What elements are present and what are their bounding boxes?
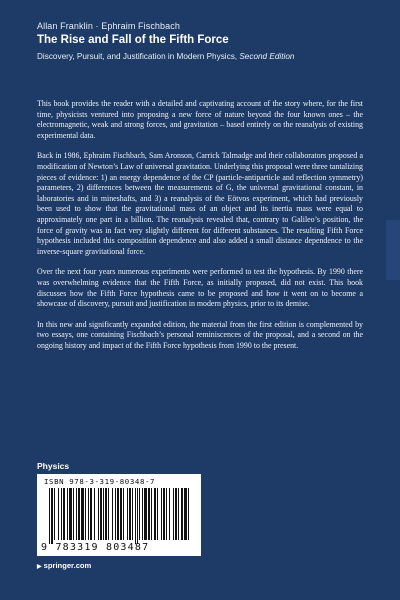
barcode-bar bbox=[163, 488, 165, 540]
barcode-bar bbox=[94, 488, 95, 540]
barcode-bar bbox=[54, 488, 55, 540]
subtitle-main: Discovery, Pursuit, and Justification in Modern Physics, bbox=[37, 52, 240, 61]
barcode-bar bbox=[105, 488, 107, 540]
isbn-label: ISBN 978-3-319-80348-7 bbox=[44, 477, 156, 486]
side-color-tab bbox=[386, 220, 400, 280]
barcode-bar bbox=[144, 488, 147, 540]
barcode-bar bbox=[112, 488, 113, 540]
blurb-paragraph-4: In this new and significantly expanded edition, the material from the first edition is complemented by two essays, one containing Fischbach’s personal reminiscences of the proposal, and a second on the ongoing history and impact of the Fifth Force hypothesis from 1990 to the present. bbox=[37, 319, 363, 350]
book-title: The Rise and Fall of the Fifth Force bbox=[37, 34, 229, 46]
barcode-bar bbox=[88, 488, 89, 540]
arrow-icon: ▶ bbox=[37, 564, 42, 570]
barcode-bar bbox=[100, 488, 102, 540]
barcode-bar bbox=[76, 488, 77, 540]
barcode-bar bbox=[151, 488, 152, 540]
barcode-bar bbox=[69, 488, 72, 540]
cover-header bbox=[37, 0, 400, 104]
barcode-bar bbox=[103, 488, 104, 540]
barcode-bar bbox=[188, 488, 189, 540]
barcode-bar bbox=[132, 488, 133, 540]
barcode-bar bbox=[49, 488, 50, 544]
barcode-bar bbox=[90, 488, 92, 540]
book-authors: Allan Franklin · Ephraim Fischbach bbox=[37, 21, 180, 31]
subtitle-edition: Second Edition bbox=[239, 52, 295, 61]
barcode-bar bbox=[51, 488, 53, 544]
isbn-barcode-block bbox=[37, 474, 201, 556]
publisher-url bbox=[37, 561, 91, 570]
blurb bbox=[37, 99, 363, 361]
barcode-bar bbox=[184, 488, 187, 540]
barcode-bar bbox=[117, 488, 119, 540]
barcode-bar bbox=[127, 488, 128, 540]
barcode-bar bbox=[154, 488, 156, 540]
barcode-digits: 9 783319 803487 bbox=[41, 542, 150, 553]
barcode-bar bbox=[178, 488, 179, 540]
barcode-bar bbox=[161, 488, 162, 540]
barcode-bar bbox=[61, 488, 62, 540]
barcode-bar bbox=[123, 488, 124, 540]
barcode-bar bbox=[142, 488, 143, 540]
blurb-paragraph-1: This book provides the reader with a detailed and captivating account of the story where, for the first time, physicists ventured into proposing a new force of nature beyond the four known ones – the electromagnetic, weak and strong forces, and gravitation – based entirely on the reanalysis of existing experimental data. bbox=[37, 99, 363, 140]
barcode-bar bbox=[108, 488, 109, 540]
barcode-bar bbox=[148, 488, 150, 540]
barcode-bar bbox=[58, 488, 59, 540]
barcode-bar bbox=[120, 488, 122, 540]
blurb-paragraph-3: Over the next four years numerous experiments were performed to test the hypothesis. By 1990 there was overwhelming evidence that the Fifth Force, as initially proposed, did not exist. This book discusses how the Fifth Force hypothesis came to be proposed and how it went on to become a showcase of discovery, pursuit and justification in modern physics, prior to its demise. bbox=[37, 267, 363, 309]
barcode-bar bbox=[139, 488, 140, 540]
barcode-bar bbox=[115, 488, 116, 540]
barcode-bar bbox=[63, 488, 65, 540]
barcode-bar bbox=[175, 488, 177, 540]
barcode-bar bbox=[157, 488, 158, 540]
barcode-bar bbox=[166, 488, 167, 540]
book-subtitle bbox=[37, 52, 294, 61]
blurb-paragraph-2: Back in 1986, Ephraim Fischbach, Sam Aronson, Carrick Talmadge and their collaborators proposed a modification of Newton’s Law of universal gravitation. Underlying this proposal were three tantalizing pieces of evidence: 1) an energy dependence of the CP (particle-antiparticle and reflection symmetry) parameters, 2) differences between the measurements of G, the universal gravitational constant, in laboratories and in mineshafts, and 3) a reanalysis of the Eötvos experiment, which had previously been used to show that the gravitational mass of an object and its inertia mass were equal to approximately one part in a billion. The reanalysis revealed that, contrary to Galileo’s position, the force of gravity was in fact very slightly different for different substances. The resulting Fifth Force hypothesis included this composition dependence and also added a small distance dependence to the inverse-square gravitational force. bbox=[37, 151, 363, 256]
barcode-bar bbox=[181, 488, 183, 540]
barcode-bar bbox=[137, 488, 138, 544]
barcode-bar bbox=[67, 488, 68, 540]
barcode-bar bbox=[129, 488, 131, 540]
barcode-bar bbox=[169, 488, 170, 540]
discipline-label: Physics bbox=[37, 461, 70, 471]
barcode-bar bbox=[173, 488, 174, 540]
publisher-text: springer.com bbox=[43, 561, 92, 570]
barcode-bar bbox=[135, 488, 136, 544]
barcode-bar bbox=[98, 488, 99, 540]
barcode-bar bbox=[81, 488, 84, 540]
barcode-bar bbox=[78, 488, 80, 540]
barcode-bar bbox=[85, 488, 86, 540]
barcode-bar bbox=[73, 488, 74, 540]
